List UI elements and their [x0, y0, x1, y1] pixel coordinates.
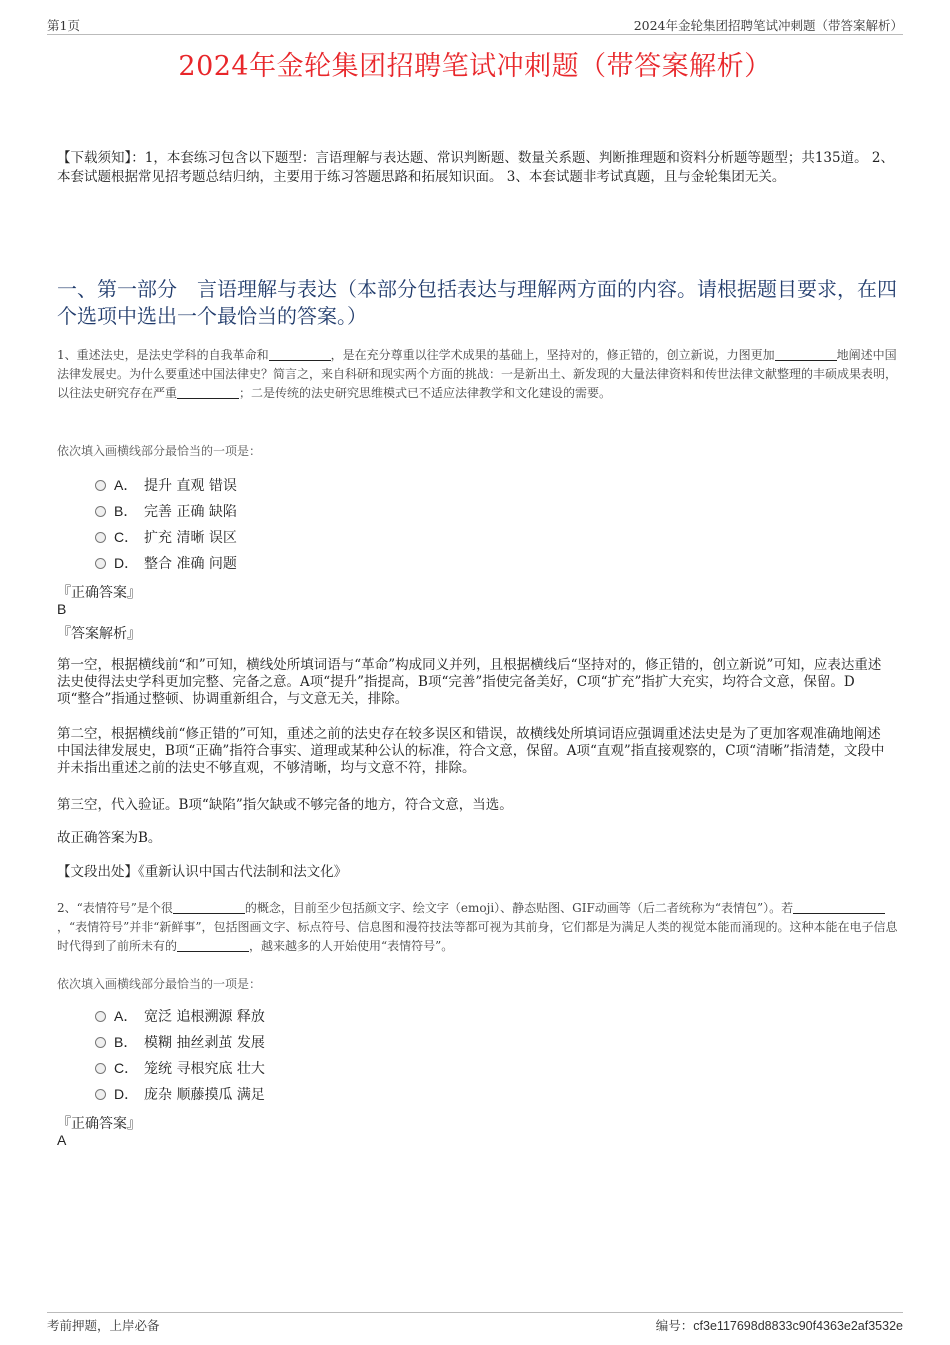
option-text: 模糊 抽丝剥茧 发展	[144, 1035, 265, 1051]
q2-answer-label: 『正确答案』	[57, 1116, 141, 1132]
footer-code	[656, 1316, 903, 1334]
option-text: 整合 准确 问题	[144, 556, 237, 572]
radio-icon[interactable]	[95, 1011, 106, 1022]
footer-code-value: cf3e117698d8833c90f4363e2af3532e	[693, 1319, 903, 1333]
q1-answer: B	[57, 601, 67, 617]
section-heading: 一、第一部分 言语理解与表达（本部分包括表达与理解两方面的内容。请根据题目要求，在四个选项中选出一个最恰当的答案。）	[57, 277, 897, 328]
q1-option-c[interactable]	[95, 524, 237, 550]
option-text: 提升 直观 错误	[144, 478, 237, 494]
option-letter: D．	[114, 1086, 139, 1102]
q2-blank-1	[173, 901, 245, 914]
option-letter: B．	[114, 1034, 138, 1050]
option-text: 庞杂 顺藤摸瓜 满足	[144, 1087, 265, 1103]
radio-icon[interactable]	[95, 1089, 106, 1100]
q2-option-a[interactable]	[95, 1003, 265, 1029]
q1-blank-1	[269, 348, 331, 361]
radio-icon[interactable]	[95, 480, 106, 491]
option-text: 完善 正确 缺陷	[144, 504, 237, 520]
q1-analysis-paragraph: 第三空，代入验证。B项“缺陷”指欠缺或不够完备的地方，符合文意，当选。	[57, 797, 513, 813]
q1-analysis-conclusion: 故正确答案为B。	[57, 830, 162, 846]
q2-text-part1: 2、“表情符号”是个很	[57, 901, 173, 915]
q1-analysis-paragraph: 第二空，根据横线前“修正错的”可知，重述之前的法史存在较多误区和错误，故横线处所填词语应强调重述法史是为了更加客观准确地阐述中国法律发展史，B项“正确”指符合事实、道理或某种公认的标准，符合文意，保留。A项“直观”指直接观察的，C项“清晰”指清楚，文段中并未指出重述之前的法史不够直观，不够清晰，均与文意不符，排除。	[57, 726, 885, 776]
option-letter: B．	[114, 503, 138, 519]
page-title: 2024年金轮集团招聘笔试冲刺题（带答案解析）	[178, 51, 772, 82]
page-number: 第1页	[47, 18, 80, 33]
q1-text-part1: 1、重述法史，是法史学科的自我革命和	[57, 348, 269, 362]
q2-prompt: 依次填入画横线部分最恰当的一项是：	[57, 977, 262, 991]
option-text: 笼统 寻根究底 壮大	[144, 1061, 265, 1077]
q1-option-d[interactable]	[95, 550, 237, 576]
q2-option-d[interactable]	[95, 1081, 265, 1107]
q1-answer-label: 『正确答案』	[57, 585, 141, 601]
question-1-text	[57, 346, 899, 403]
option-text: 扩充 清晰 误区	[144, 530, 237, 546]
option-letter: C．	[114, 1060, 139, 1076]
q1-blank-2	[775, 348, 837, 361]
q1-analysis-label: 『答案解析』	[57, 626, 141, 642]
radio-icon[interactable]	[95, 558, 106, 569]
q1-option-a[interactable]	[95, 472, 237, 498]
radio-icon[interactable]	[95, 506, 106, 517]
option-letter: A．	[114, 477, 138, 493]
q1-text-part2: ，是在充分尊重以往学术成果的基础上，坚持对的，修正错的，创立新说，力图更加	[330, 348, 775, 362]
q2-answer: A	[57, 1132, 67, 1148]
question-2-text	[57, 899, 899, 956]
page-header	[47, 16, 903, 35]
q1-text-part3: 地阐述中国法律发展史。为什么要重述中国法律史？简言之，来自科研和现实两个方面的挑战：一是新出土、新发现的大量法律资料和传世法律文献整理的丰硕成果表明，以往法史研究存在严重	[57, 348, 898, 400]
q1-option-b[interactable]	[95, 498, 237, 524]
radio-icon[interactable]	[95, 1063, 106, 1074]
q1-source: 【文段出处】《重新认识中国古代法制和法文化》	[57, 864, 348, 880]
option-letter: D．	[114, 555, 139, 571]
option-text: 宽泛 追根溯源 释放	[144, 1009, 265, 1025]
q2-text-part2: 的概念，目前至少包括颜文字、绘文字（emoji）、静态贴图、GIF动画等（后二者统称为“表情包”）。若	[244, 901, 794, 915]
q1-options	[95, 472, 237, 576]
page-footer	[47, 1312, 903, 1335]
footer-code-label: 编号：	[655, 1318, 694, 1333]
radio-icon[interactable]	[95, 532, 106, 543]
q2-option-b[interactable]	[95, 1029, 265, 1055]
q2-blank-2	[793, 901, 885, 914]
q2-text-part3: ，“表情符号”并非“新鲜事”，包括图画文字、标点符号、信息图和漫符技法等都可视为其前身，它们都是为满足人类的视觉本能而涌现的。这种本能在电子信息时代得到了前所未有的	[57, 920, 898, 953]
q1-analysis-paragraph: 第一空，根据横线前“和”可知，横线处所填词语与“革命”构成同义并列，且根据横线后“坚持对的，修正错的，创立新说”可知，应表达重述法史使得法史学科更加完整、完备之意。A项“提升”指提高，B项“完善”指使完备美好，C项“扩充”指扩大充实，均符合文意，保留。D项“整合”指通过整顿、协调重新组合，与文意无关，排除。	[57, 657, 882, 707]
q2-options	[95, 1003, 265, 1107]
q2-option-c[interactable]	[95, 1055, 265, 1081]
q1-blank-3	[177, 386, 239, 399]
radio-icon[interactable]	[95, 1037, 106, 1048]
footer-slogan: 考前押题，上岸必备	[47, 1318, 160, 1333]
option-letter: A．	[114, 1008, 138, 1024]
q1-text-part4: ；二是传统的法史研究思维模式已不适应法律教学和文化建设的需要。	[239, 386, 612, 400]
q2-blank-3	[177, 939, 249, 952]
q2-text-part4: ，越来越多的人开始使用“表情符号”。	[249, 939, 454, 953]
header-doc-title: 2024年金轮集团招聘笔试冲刺题（带答案解析）	[633, 18, 903, 33]
q1-prompt: 依次填入画横线部分最恰当的一项是：	[57, 444, 262, 458]
option-letter: C．	[114, 529, 139, 545]
download-notice: 【下载须知】：1，本套练习包含以下题型：言语理解与表达题、常识判断题、数量关系题、判断推理题和资料分析题等题型；共135道。 2、本套试题根据常见招考题总结归纳，主要用于练习答题思路和拓展知识面。 3、本套试题非考试真题，且与金轮集团无关。	[57, 150, 894, 185]
